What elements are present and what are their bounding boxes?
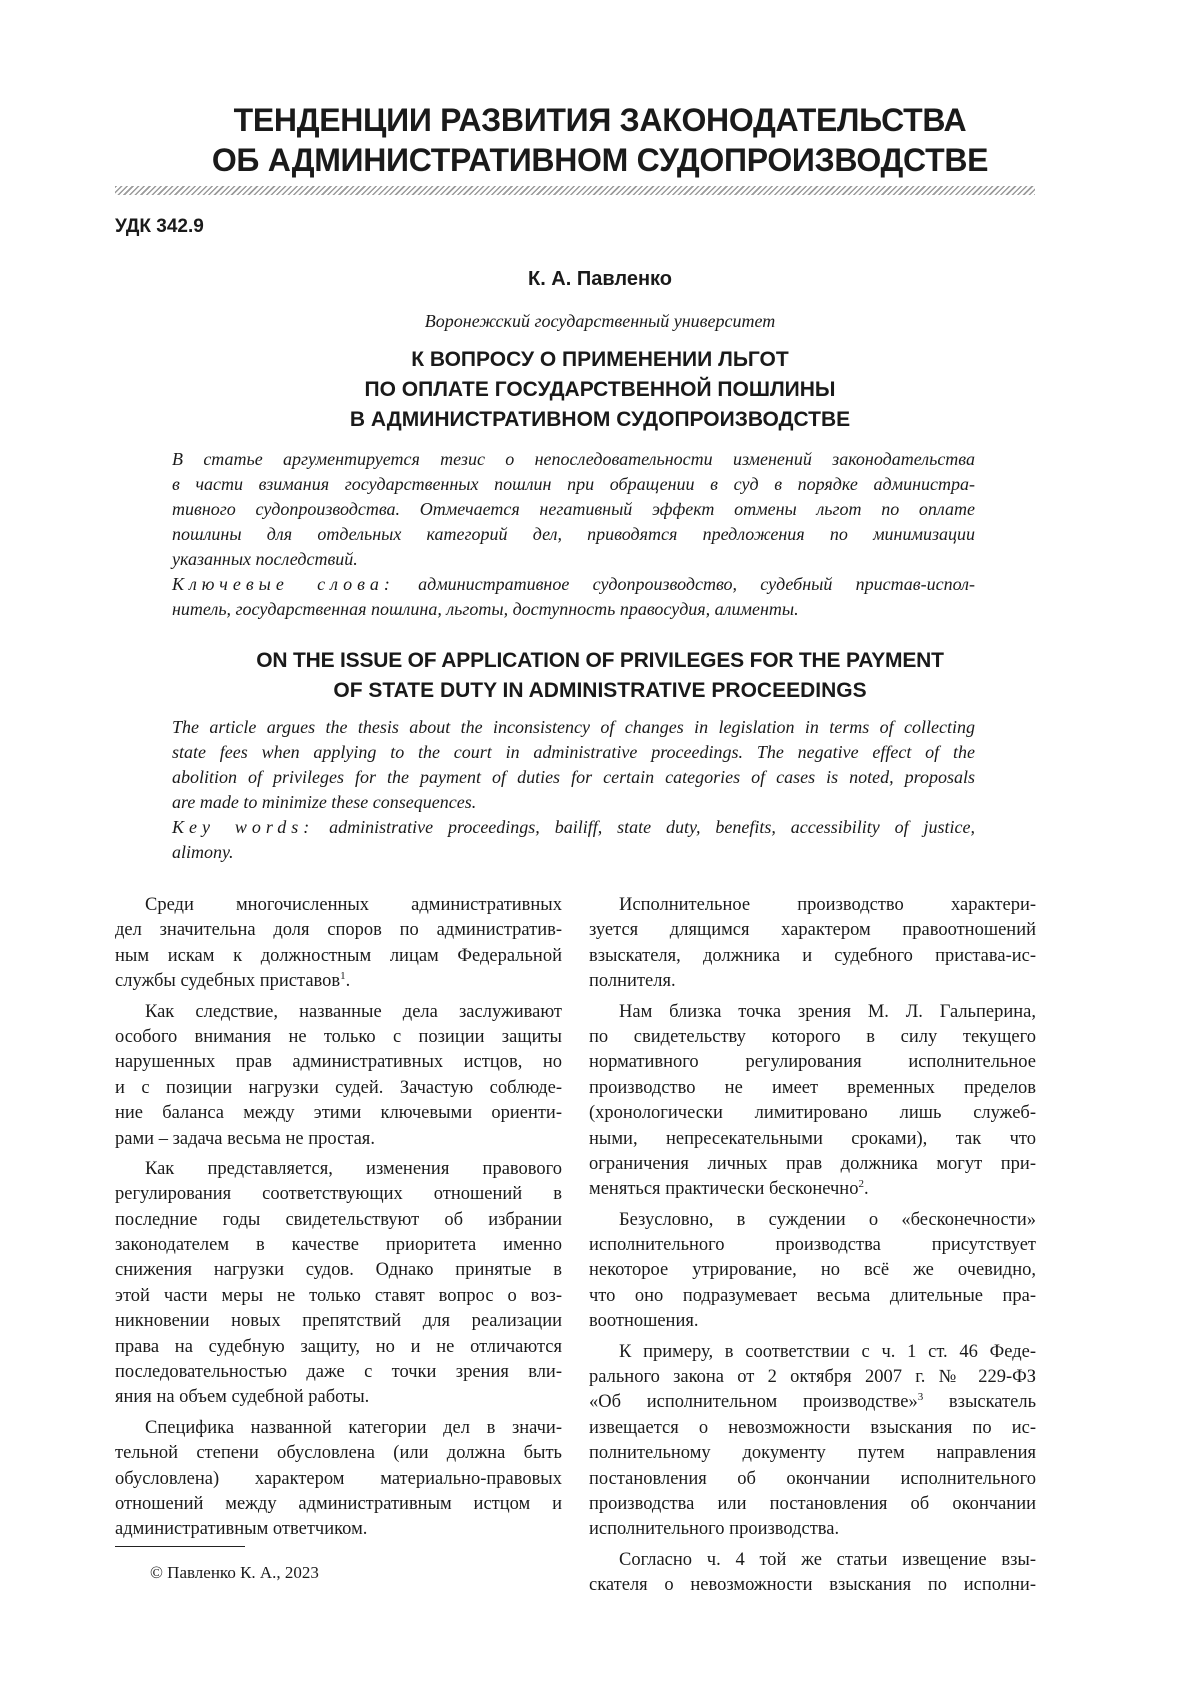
line-text: обусловлена) характером материально-правовых (115, 1469, 562, 1489)
footnote-ref: 3 (918, 1391, 924, 1403)
paragraph-line (589, 1050, 1036, 1075)
paragraph-line (589, 1233, 1036, 1258)
paragraph-line (589, 1573, 1036, 1598)
paragraph-line (589, 1025, 1036, 1050)
paragraph-line (589, 1492, 1036, 1517)
footnote-divider (115, 1546, 245, 1547)
line-text: извещается о невозможности взыскания по ис- (589, 1418, 1036, 1438)
body-column-left (115, 893, 562, 1543)
keywords-line (172, 840, 975, 865)
line-text: права на судебную защиту, но и не отличаются (115, 1337, 562, 1357)
line-text: скателя о невозможности взыскания по исполни- (589, 1575, 1036, 1595)
paragraph-line (589, 1390, 1036, 1415)
paragraph-line (589, 1000, 1036, 1025)
journal-section-title-line-1: ТЕНДЕНЦИИ РАЗВИТИЯ ЗАКОНОДАТЕЛЬСТВА (0, 100, 1200, 140)
paragraph-line (589, 1076, 1036, 1101)
line-text: исполнительного производства присутствует (589, 1235, 1036, 1255)
line-text: зуется длящимся характером правоотношений (589, 920, 1036, 940)
line-text: взыскатель (923, 1392, 1036, 1412)
line-text: . (864, 1179, 869, 1199)
en-abstract (172, 715, 975, 865)
keywords-label: Key words: (172, 817, 314, 837)
line-text: рального закона от 2 октября 2007 г. № 229-ФЗ (589, 1367, 1036, 1387)
paragraph-line (115, 1416, 562, 1441)
keywords-text: административное судопроизводство, судебный пристав-испол- (395, 574, 975, 594)
paragraph-line (115, 1050, 562, 1075)
abstract-line: В статье аргументируется тезис о непоследовательности изменений законодательства (172, 447, 975, 472)
paragraph-line (115, 969, 562, 994)
affiliation: Воронежский государственный университет (0, 311, 1200, 332)
paragraph-line (589, 1517, 1036, 1542)
journal-section-title-line-2: ОБ АДМИНИСТРАТИВНОМ СУДОПРОИЗВОДСТВЕ (0, 140, 1200, 180)
paragraph-line (115, 1025, 562, 1050)
paragraph-line (115, 1309, 562, 1334)
paragraph-line (589, 1177, 1036, 1202)
paragraph-line (589, 1127, 1036, 1152)
paragraph-line (589, 969, 1036, 994)
keywords-line (172, 572, 975, 597)
abstract-line: тивного судопроизводства. Отмечается негативный эффект отмены льгот по оплате (172, 497, 975, 522)
line-text: рами – задача весьма не простая. (115, 1129, 375, 1149)
line-text: постановления об окончании исполнительного (589, 1469, 1036, 1489)
ru-title-line-3: В АДМИНИСТРАТИВНОМ СУДОПРОИЗВОДСТВЕ (0, 405, 1200, 435)
line-text: особого внимания не только с позиции защиты (115, 1027, 562, 1047)
line-text: Нам близка точка зрения М. Л. Гальперина, (619, 1002, 1036, 1022)
line-text: никновении новых препятствий для реализации (115, 1311, 562, 1331)
hatched-divider (115, 186, 1035, 195)
keywords-text: нитель, государственная пошлина, льготы, доступность правосудия, алименты. (172, 599, 799, 619)
line-text: некоторое утрирование, но всё же очевидно, (589, 1260, 1036, 1280)
line-text: этой части меры не только ставят вопрос о воз- (115, 1286, 562, 1306)
line-text: административным ответчиком. (115, 1519, 367, 1539)
line-text: службы судебных приставов (115, 971, 340, 991)
paragraph-line (589, 893, 1036, 918)
line-text: исполнительного производства. (589, 1519, 839, 1539)
paragraph-line (115, 1208, 562, 1233)
line-text: Исполнительное производство характери- (619, 895, 1036, 915)
paragraph-line (115, 1335, 562, 1360)
line-text: тельной степени обусловлена (или должна быть (115, 1443, 562, 1463)
line-text: что оно подразумевает весьма длительные пра- (589, 1286, 1036, 1306)
udk-code: УДК 342.9 (115, 216, 204, 238)
paragraph-line (589, 1365, 1036, 1390)
abstract-line: are made to minimize these consequences. (172, 790, 975, 815)
ru-title-line-1: К ВОПРОСУ О ПРИМЕНЕНИИ ЛЬГОТ (0, 345, 1200, 375)
line-text: Как следствие, названные дела заслуживают (145, 1002, 562, 1022)
abstract-line: abolition of privileges for the payment of duties for certain categories of cases is noted, proposals (172, 765, 975, 790)
line-text: полнителя. (589, 971, 676, 991)
line-text: по свидетельству которого в силу текущего (589, 1027, 1036, 1047)
paragraph-line (115, 1101, 562, 1126)
paragraph-line (115, 1517, 562, 1542)
abstract-line: указанных последствий. (172, 547, 975, 572)
paragraph-line (115, 1492, 562, 1517)
line-text: регулирования соответствующих отношений в (115, 1184, 562, 1204)
paragraph-line (589, 944, 1036, 969)
copyright-note: © Павленко К. А., 2023 (150, 1563, 319, 1583)
line-text: ние баланса между этими ключевыми ориенти- (115, 1103, 562, 1123)
paragraph-line (115, 1076, 562, 1101)
line-text: меняться практически бесконечно (589, 1179, 858, 1199)
paragraph-line (589, 1309, 1036, 1334)
line-text: «Об исполнительном производстве» (589, 1392, 918, 1412)
paragraph-line (115, 944, 562, 969)
line-text: Согласно ч. 4 той же статьи извещение взы- (619, 1550, 1036, 1570)
paragraph-line (115, 1233, 562, 1258)
line-text: яния на объем судебной работы. (115, 1387, 369, 1407)
keywords-line (172, 815, 975, 840)
en-title-line-1: ON THE ISSUE OF APPLICATION OF PRIVILEGES FOR THE PAYMENT (0, 646, 1200, 676)
abstract-line: пошлины для отдельных категорий дел, приводятся предложения по минимизации (172, 522, 975, 547)
paragraph-line (115, 1258, 562, 1283)
footnote-ref: 1 (340, 970, 346, 982)
keywords-text: alimony. (172, 842, 234, 862)
line-text: ными, непресекательными сроками), так что (589, 1129, 1036, 1149)
line-text: Как представляется, изменения правового (145, 1159, 562, 1179)
paragraph-line (115, 1360, 562, 1385)
line-text: нормативного регулирования исполнительное (589, 1052, 1036, 1072)
paragraph-line (115, 1157, 562, 1182)
line-text: . (346, 971, 351, 991)
line-text: полнительному документу путем направления (589, 1443, 1036, 1463)
paragraph-line (589, 1152, 1036, 1177)
line-text: снижения нагрузки судов. Однако принятые в (115, 1260, 562, 1280)
author-name: К. А. Павленко (0, 268, 1200, 291)
line-text: производства или постановления об окончании (589, 1494, 1036, 1514)
paragraph-line (589, 1340, 1036, 1365)
line-text: К примеру, в соответствии с ч. 1 ст. 46 Феде- (619, 1342, 1036, 1362)
paragraph-line (589, 1284, 1036, 1309)
paragraph-line (115, 1441, 562, 1466)
line-text: Специфика названной категории дел в значи- (145, 1418, 562, 1438)
paragraph-line (589, 1416, 1036, 1441)
keywords-line (172, 597, 975, 622)
line-text: отношений между административным истцом и (115, 1494, 562, 1514)
line-text: дел значительна доля споров по административ- (115, 920, 562, 940)
paragraph-line (589, 1258, 1036, 1283)
line-text: последние годы свидетельствуют об избрании (115, 1210, 562, 1230)
paragraph-line (115, 1127, 562, 1152)
paragraph-line (115, 1467, 562, 1492)
line-text: воотношения. (589, 1311, 699, 1331)
footnote-ref: 2 (858, 1178, 864, 1190)
line-text: производство не имеет временных пределов (589, 1078, 1036, 1098)
paragraph-line (115, 1182, 562, 1207)
line-text: взыскателя, должника и судебного пристава-ис- (589, 946, 1036, 966)
paragraph-line (115, 1284, 562, 1309)
ru-title-line-2: ПО ОПЛАТЕ ГОСУДАРСТВЕННОЙ ПОШЛИНЫ (0, 375, 1200, 405)
line-text: Безусловно, в суждении о «бесконечности» (619, 1210, 1036, 1230)
abstract-line: в части взимания государственных пошлин при обращении в суд в порядке администра- (172, 472, 975, 497)
line-text: ограничения личных прав должника могут при- (589, 1154, 1036, 1174)
paragraph-line (115, 1385, 562, 1410)
line-text: ным искам к должностным лицам Федеральной (115, 946, 562, 966)
line-text: (хронологически лимитировано лишь служеб- (589, 1103, 1036, 1123)
line-text: нарушенных прав административных истцов, но (115, 1052, 562, 1072)
paragraph-line (115, 893, 562, 918)
abstract-line: state fees when applying to the court in administrative proceedings. The negative effect of the (172, 740, 975, 765)
paragraph-line (589, 918, 1036, 943)
line-text: законодателем в качестве приоритета именно (115, 1235, 562, 1255)
body-column-right (589, 893, 1036, 1599)
paragraph-line (115, 1000, 562, 1025)
abstract-line: The article argues the thesis about the inconsistency of changes in legislation in terms of collecting (172, 715, 975, 740)
keywords-label: Ключевые слова: (172, 574, 395, 594)
paragraph-line (589, 1101, 1036, 1126)
paragraph-line (589, 1467, 1036, 1492)
paragraph-line (589, 1548, 1036, 1573)
paragraph-line (589, 1208, 1036, 1233)
line-text: и с позиции нагрузки судей. Зачастую соблюде- (115, 1078, 562, 1098)
paragraph-line (589, 1441, 1036, 1466)
ru-abstract (172, 447, 975, 622)
line-text: последовательностью даже с точки зрения вли- (115, 1362, 562, 1382)
en-title-line-2: OF STATE DUTY IN ADMINISTRATIVE PROCEEDINGS (0, 676, 1200, 706)
paragraph-line (115, 918, 562, 943)
keywords-text: administrative proceedings, bailiff, state duty, benefits, accessibility of justice, (314, 817, 975, 837)
line-text: Среди многочисленных административных (145, 895, 562, 915)
